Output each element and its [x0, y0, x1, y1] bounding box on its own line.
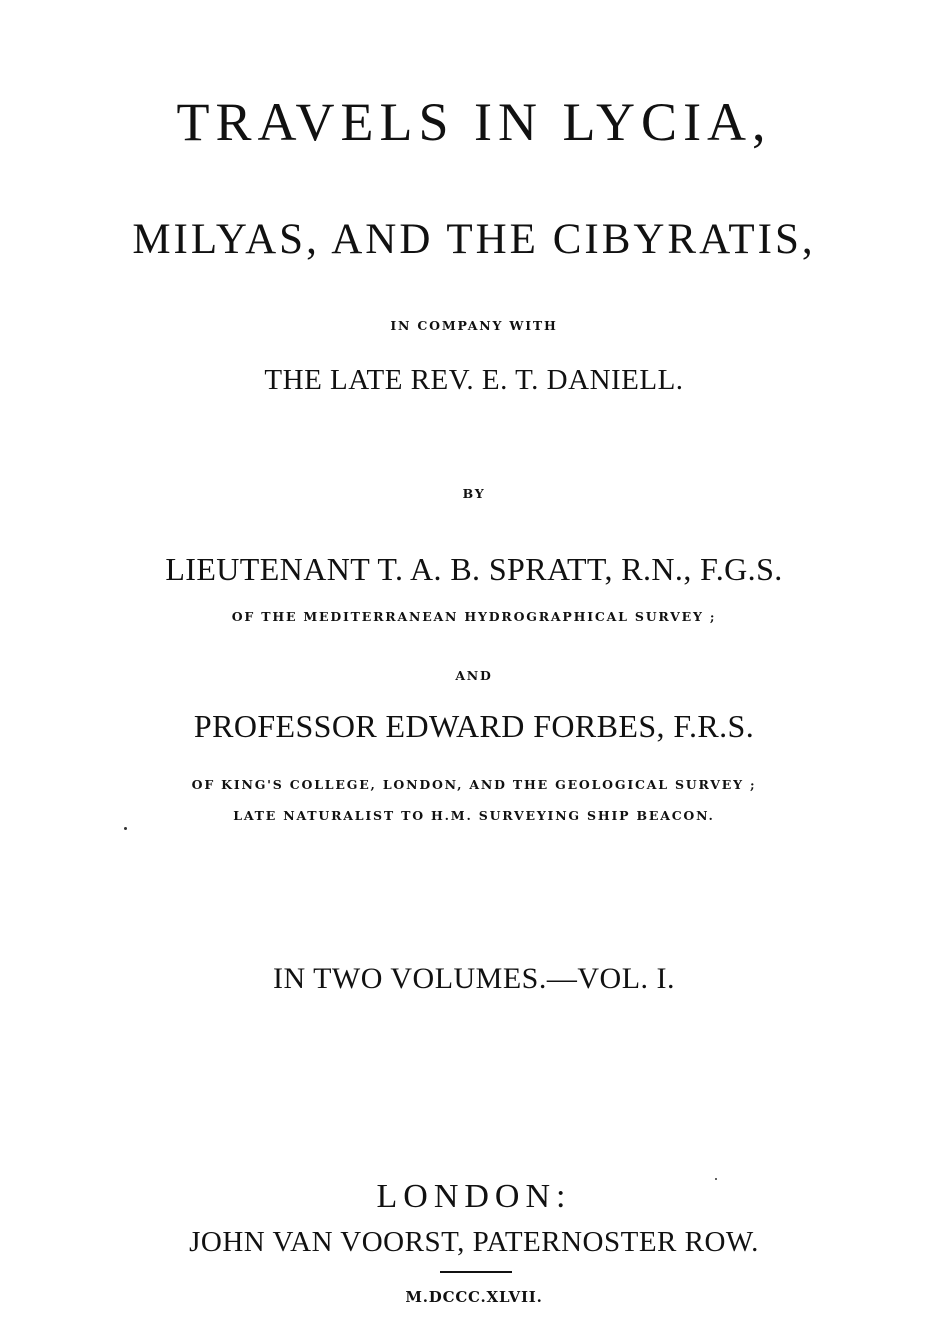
author-1-name: LIEUTENANT T. A. B. SPRATT, R.N., F.G.S.	[165, 551, 783, 587]
imprint-place: LONDON:	[376, 1178, 572, 1215]
imprint-rule	[440, 1271, 512, 1273]
paper-speck	[715, 1178, 717, 1180]
companion-name: THE LATE REV. E. T. DANIELL.	[264, 364, 684, 396]
by-label: BY	[462, 486, 486, 501]
paper-speck	[124, 827, 127, 830]
volume-statement: IN TWO VOLUMES.—VOL. I.	[272, 962, 676, 995]
author-1-affiliation: OF THE MEDITERRANEAN HYDROGRAPHICAL SURVEY ;	[231, 609, 717, 624]
title-line-1: TRAVELS IN LYCIA,	[176, 92, 772, 152]
title-line-2: MILYAS, AND THE CIBYRATIS,	[132, 216, 816, 263]
author-2-affiliation-line-2: LATE NATURALIST TO H.M. SURVEYING SHIP BEACON.	[233, 808, 715, 823]
author-2-name: PROFESSOR EDWARD FORBES, F.R.S.	[193, 708, 755, 744]
imprint-date: M.DCCC.XLVII.	[405, 1288, 543, 1306]
imprint-publisher: JOHN VAN VOORST, PATERNOSTER ROW.	[189, 1226, 759, 1258]
in-company-with: IN COMPANY WITH	[390, 318, 558, 333]
and-label: AND	[455, 668, 493, 683]
author-2-affiliation-line-1: OF KING'S COLLEGE, LONDON, AND THE GEOLOGICAL SURVEY ;	[191, 777, 757, 792]
